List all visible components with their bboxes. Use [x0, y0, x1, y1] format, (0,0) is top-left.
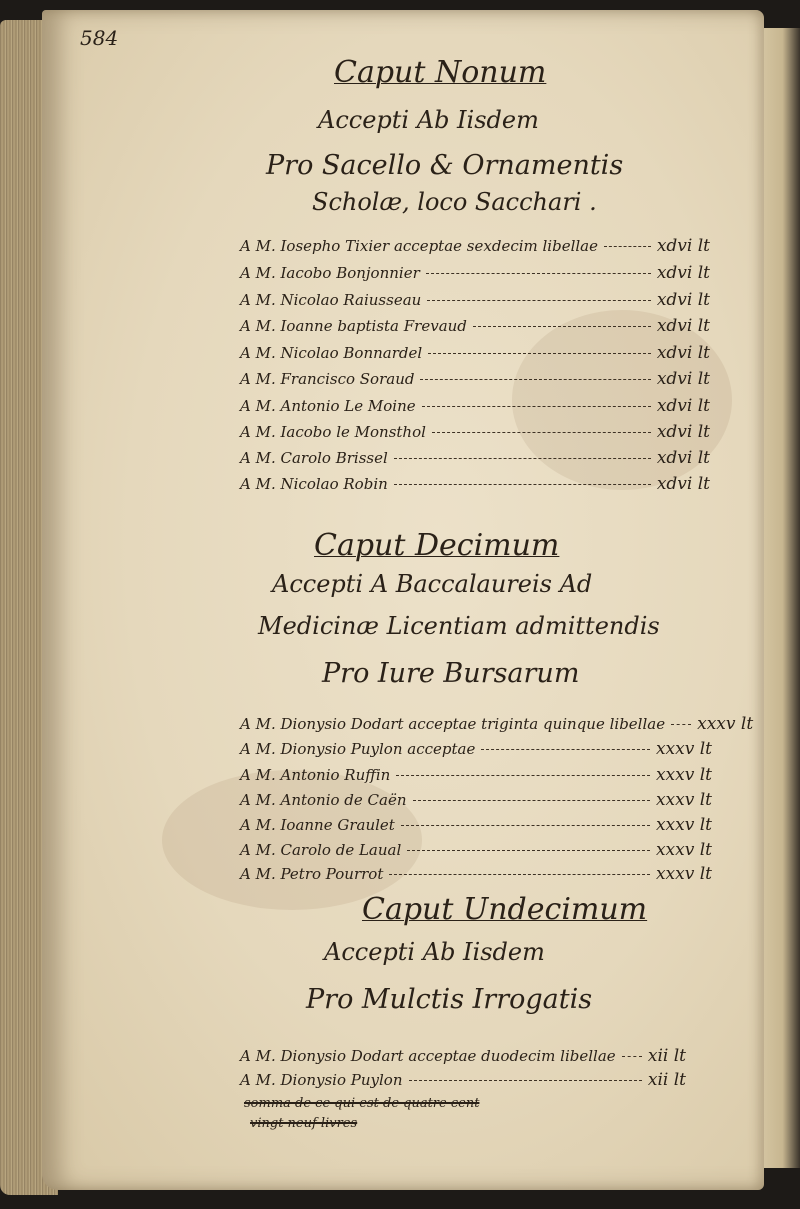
dotted-leader — [401, 825, 650, 826]
dotted-leader — [420, 379, 650, 380]
entry-amount: xdvi lt — [656, 236, 710, 256]
ledger-entry — [240, 474, 710, 498]
entry-amount: xdvi lt — [656, 290, 710, 310]
dotted-leader — [622, 1056, 642, 1057]
entry-name: A M. Carolo Brissel — [240, 449, 388, 467]
ledger-entry — [240, 864, 712, 888]
entry-name: A M. Iosepho Tixier acceptae sexdecim libellae — [240, 237, 598, 255]
ledger-entry — [240, 343, 710, 367]
chapter-9-line-2: Pro Sacello & Ornamentis — [266, 150, 624, 181]
entry-name: A M. Antonio Le Moine — [240, 397, 416, 415]
chapter-9-line-3: Scholæ, loco Sacchari . — [312, 188, 597, 216]
entry-amount: xxxv lt — [655, 765, 712, 785]
ledger-entry — [240, 369, 710, 393]
dotted-leader — [473, 326, 651, 327]
entry-amount: xii lt — [647, 1070, 686, 1090]
entry-name: A M. Nicolao Raiusseau — [240, 291, 422, 309]
entry-name: A M. Iacobo le Monsthol — [240, 423, 426, 441]
entry-name: A M. Dionysio Dodart acceptae triginta quinque libellae — [240, 715, 666, 733]
ledger-entry — [240, 290, 710, 314]
chapter-10-line-1: Accepti A Baccalaureis Ad — [272, 570, 593, 598]
dotted-leader — [428, 353, 651, 354]
ledger-entry — [240, 1046, 686, 1070]
chapter-9-heading: Caput Nonum — [334, 55, 547, 90]
ledger-entry — [240, 739, 712, 763]
chapter-11-heading: Caput Undecimum — [362, 892, 648, 927]
entry-name: A M. Francisco Soraud — [240, 370, 415, 388]
dotted-leader — [407, 850, 650, 851]
entry-amount: xdvi lt — [656, 396, 710, 416]
dotted-leader — [432, 432, 651, 433]
entry-name: A M. Iacobo Bonjonnier — [240, 264, 420, 282]
entry-name: A M. Dionysio Puylon — [240, 1071, 403, 1089]
entry-amount: xdvi lt — [656, 448, 710, 468]
entry-name: A M. Dionysio Dodart acceptae duodecim libellae — [240, 1047, 616, 1065]
page-number: 584 — [80, 26, 119, 50]
ledger-entry — [240, 790, 712, 814]
ledger-entry — [240, 316, 710, 340]
entry-amount: xxxv lt — [697, 714, 754, 734]
entry-name: A M. Ioanne baptista Frevaud — [240, 317, 467, 335]
dotted-leader — [481, 749, 650, 750]
entry-name: A M. Dionysio Puylon acceptae — [240, 740, 476, 758]
entry-amount: xxxv lt — [655, 790, 712, 810]
ledger-entry — [240, 714, 754, 738]
dotted-leader — [671, 724, 691, 725]
ledger-entry — [240, 448, 710, 472]
entry-name: A M. Nicolao Robin — [240, 475, 388, 493]
dotted-leader — [389, 874, 650, 875]
chapter-10-line-3: Pro Iure Bursarum — [322, 658, 580, 689]
entry-amount: xdvi lt — [656, 369, 710, 389]
ledger-entry — [240, 765, 712, 789]
ledger-entry — [240, 422, 710, 446]
entry-amount: xdvi lt — [656, 474, 710, 494]
entry-amount: xii lt — [647, 1046, 686, 1066]
entry-amount: xxxv lt — [655, 840, 712, 860]
entry-name: A M. Nicolao Bonnardel — [240, 344, 423, 362]
dotted-leader — [409, 1080, 642, 1081]
struck-note-line-2: vingt neuf livres — [250, 1116, 358, 1131]
dotted-leader — [422, 406, 651, 407]
dotted-leader — [413, 800, 650, 801]
entry-amount: xdvi lt — [656, 422, 710, 442]
dotted-leader — [396, 775, 650, 776]
entry-amount: xxxv lt — [655, 864, 712, 884]
entry-amount: xdvi lt — [656, 343, 710, 363]
chapter-9-line-1: Accepti Ab Iisdem — [318, 106, 539, 134]
chapter-11-line-1: Accepti Ab Iisdem — [324, 938, 545, 966]
dotted-leader — [604, 246, 651, 247]
ledger-entry — [240, 840, 712, 864]
dotted-leader — [427, 300, 651, 301]
entry-amount: xdvi lt — [656, 316, 710, 336]
ledger-entry — [240, 263, 710, 287]
entry-name: A M. Ioanne Graulet — [240, 816, 395, 834]
entry-name: A M. Antonio de Caën — [240, 791, 407, 809]
entry-amount: xdvi lt — [656, 263, 710, 283]
entry-name: A M. Antonio Ruffin — [240, 766, 391, 784]
chapter-11-line-2: Pro Mulctis Irrogatis — [306, 984, 593, 1015]
dotted-leader — [394, 458, 651, 459]
ledger-entry — [240, 1070, 686, 1094]
entry-name: A M. Carolo de Laual — [240, 841, 402, 859]
chapter-10-heading: Caput Decimum — [314, 528, 560, 563]
dotted-leader — [426, 273, 651, 274]
entry-name: A M. Petro Pourrot — [240, 865, 384, 883]
chapter-10-line-2: Medicinæ Licentiam admittendis — [258, 612, 660, 640]
entry-amount: xxxv lt — [655, 739, 712, 759]
dotted-leader — [394, 484, 651, 485]
ledger-entry — [240, 815, 712, 839]
ledger-entry — [240, 236, 710, 260]
ledger-entry — [240, 396, 710, 420]
struck-note-line-1: somma de ce qui est de quatre cent — [244, 1096, 480, 1111]
entry-amount: xxxv lt — [655, 815, 712, 835]
